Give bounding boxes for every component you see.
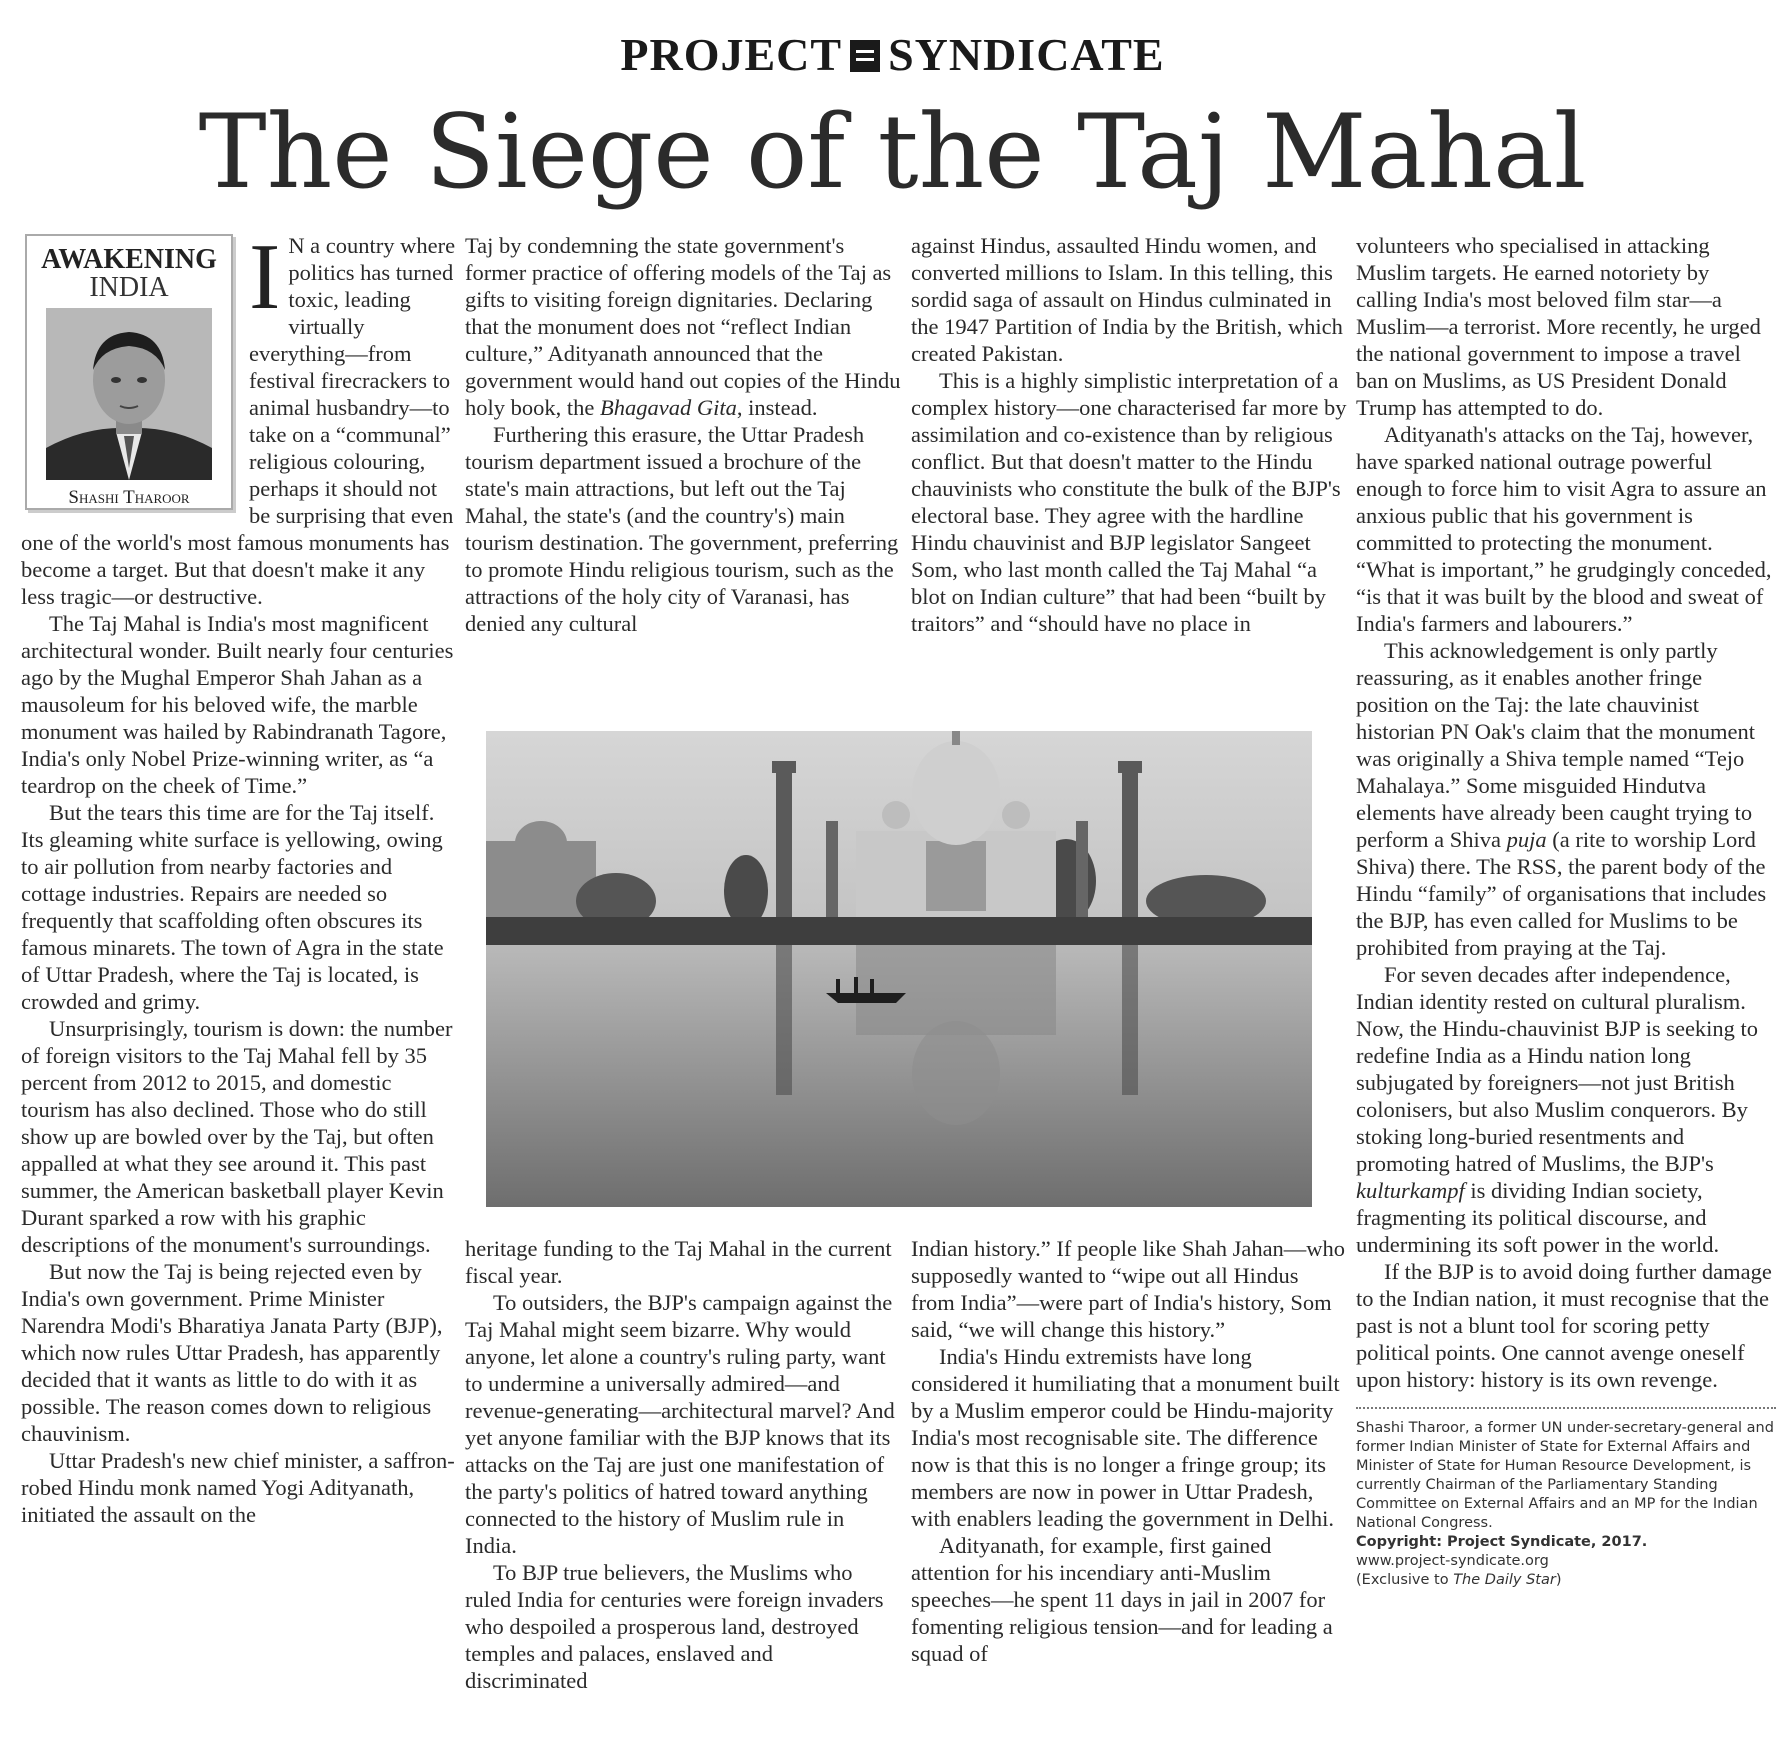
paragraph: volunteers who specialised in attacking Muslim targets. He earned notoriety by calling India's most beloved film star—a Muslim—a terrorist. More recently, he urged the national government to impose a travel ban on Muslims, as US President Donald Trump has attempted to do. [1356,233,1761,420]
website: www.project-syndicate.org [1356,1553,1549,1569]
emphasis: Bhagavad Gita [600,395,737,420]
emphasis: puja [1506,827,1547,852]
series-subtitle: INDIA [89,272,169,303]
paragraph: This is a highly simplistic interpretation of a complex history—one characterised far more by assimilation and co-existence than by religious conflict. But that doesn't matter to the Hindu chauvinists who constitute the bulk of the BJP's electoral base. They agree with the hardline Hindu chauvinist and BJP legislator Sangeet Som, who last month called the Taj Mahal “a blot on Indian culture” that had been “built by traitors” and “should have no place in [911,368,1347,636]
bio-text: Shashi Tharoor, a former UN under-secretary-general and former Indian Minister of State for External Affairs and Minister of State for Human Resource Development, is currently Chairman of the Parliamentary Standing Committee on External Affairs and an MP for the Indian National Congress. [1356,1420,1774,1531]
text-run: ) [1555,1572,1562,1588]
paragraph [1356,961,1776,1258]
paragraph [1356,637,1776,961]
paragraph: To outsiders, the BJP's campaign against the Taj Mahal might seem bizarre. Why would anyone, let alone a country's ruling party, want to undermine a universally admired—and revenue-generating—architectural marvel? And yet anyone familiar with the BJP knows that its attacks on the Taj are just one manifestation of the party's politics of hatred toward anything connected to the history of Muslim rule in India. [465,1290,895,1558]
book-icon [850,40,880,72]
column-3-bottom [911,1235,1347,1667]
author-name: Shashi Tharoor [68,487,190,508]
masthead-project: PROJECT [620,29,843,80]
copyright: Copyright: Project Syndicate, 2017. [1356,1534,1648,1550]
column-2-top [465,232,901,637]
text-run: For seven decades after independence, Indian identity rested on cultural pluralism. Now, the Hindu-chauvinist BJP is seeking to redefine India as a Hindu nation long subjugated by foreigners—not just British colonisers, but also Muslim conquerors. By stoking long-buried resentments and promoting hatred of Muslims, the BJP's [1356,962,1759,1176]
masthead-syndicate: SYNDICATE [888,29,1165,80]
byline-box [25,234,233,510]
drop-cap: I [249,225,281,329]
emphasis: The Daily Star [1453,1572,1556,1588]
column-1 [21,225,457,1528]
text-run: is dividing Indian society, fragmenting its political discourse, and undermining its soft power in the world. [1356,1178,1720,1257]
paragraph: Indian history.” If people like Shah Jahan—who supposedly wanted to “wipe out all Hindus from India”—were part of India's history, Som said, “we will change this history.” [911,1236,1346,1342]
paragraph [465,232,901,421]
taj-mahal-photo [486,731,1312,1207]
portrait-illustration [46,308,212,480]
paragraph: Unsurprisingly, tourism is down: the number of foreign visitors to the Taj Mahal fell by 35 percent from 2012 to 2015, and domestic tourism has also declined. Those who do still show up are bowled over by the Taj, but often appalled at what they see around it. This past summer, the American basketball player Kevin Durant sparked a row with his graphic descriptions of the monument's surroundings. [21,1016,453,1257]
paragraph: But the tears this time are for the Taj itself. Its gleaming white surface is yellowing, owing to air pollution from nearby factories and cottage industries. Repairs are needed so frequently that scaffolding often obscures its famous minarets. The town of Agra in the state of Uttar Pradesh, where the Taj is located, is crowded and grimy. [21,800,444,1014]
paragraph: heritage funding to the Taj Mahal in the current fiscal year. [465,1236,892,1288]
text-run: Taj by condemning the state government's former practice of offering models of the Taj as gifts to visiting foreign dignitaries. Declaring that the monument does not “reflect Indian culture,” Adityanath announced that the government would hand out copies of the Hindu holy book, the [465,233,901,420]
text-run: (Exclusive to [1356,1572,1454,1588]
paragraph: To BJP true believers, the Muslims who ruled India for centuries were foreign invaders who despoiled a prosperous land, destroyed temples and palaces, enslaved and discriminated [465,1560,884,1693]
author-portrait [46,308,212,480]
paragraph: Furthering this erasure, the Uttar Pradesh tourism department issued a brochure of the state's main attractions, but left out the Taj Mahal, the state's (and the country's) main tourism destination. The government, preferring to promote Hindu religious tourism, such as the attractions of the holy city of Varanasi, has denied any cultural [465,422,899,636]
taj-mahal-illustration [486,731,1312,1207]
text-run: (a rite to worship Lord Shiva) there. The RSS, the parent body of the Hindu “family” of organisations that includes the BJP, has even called for Muslims to be prohibited from praying at the Taj. [1356,827,1767,960]
paragraph: Uttar Pradesh's new chief minister, a saffron-robed Hindu monk named Yogi Adityanath, initiated the assault on the [21,1448,455,1527]
masthead [0,28,1785,81]
paragraph: N a country where politics has turned toxic, leading virtually everything—from festival firecrackers to animal husbandry—to take on a “communal” religious colouring, perhaps it should not be surprising that even one of the world's most famous monuments has become a target. But that doesn't make it any less tragic—or destructive. [21,233,456,609]
exclusive-note [1356,1571,1776,1590]
headline: The Siege of the Taj Mahal [198,93,1587,212]
paragraph: Adityanath, for example, first gained attention for his incendiary anti-Muslim speeches—he spent 11 days in jail in 2007 for fomenting religious tension—and for leading a squad of [911,1533,1333,1666]
column-3-top [911,232,1347,637]
paragraph: But now the Taj is being rejected even by India's own government. Prime Minister Narendra Modi's Bharatiya Janata Party (BJP), which now rules Uttar Pradesh, has apparently decided that it wants as little to do with it as possible. The reason comes down to religious chauvinism. [21,1259,443,1446]
author-bio [1356,1407,1776,1590]
column-2-bottom [465,1235,901,1694]
paragraph: India's Hindu extremists have long considered it humiliating that a monument built by a Muslim emperor could be Hindu-majority India's most recognisable site. The difference now is that this is no longer a fringe group; its members are now in power in Uttar Pradesh, with enablers leading the government in Delhi. [911,1344,1340,1531]
text-run: This acknowledgement is only partly reassuring, as it enables another fringe position on the Taj: the late chauvinist historian PN Oak's claim that the monument was originally a Shiva temple named “Tejo Mahalaya.” Some misguided Hindutva elements have already been caught trying to perform a Shiva [1356,638,1755,852]
text-run: , instead. [736,395,818,420]
series-title: AWAKENING [41,244,217,275]
paragraph: The Taj Mahal is India's most magnificent architectural wonder. Built nearly four centuries ago by the Mughal Emperor Shah Jahan as a mausoleum for his beloved wife, the marble monument was hailed by Rabindranath Tagore, India's only Nobel Prize-winning writer, as “a teardrop on the cheek of Time.” [21,611,454,798]
emphasis: kulturkampf [1356,1178,1465,1203]
paragraph: against Hindus, assaulted Hindu women, and converted millions to Islam. In this telling, this sordid saga of assault on Hindus culminated in the 1947 Partition of India by the British, which created Pakistan. [911,233,1343,366]
column-4 [1356,232,1776,1590]
paragraph: If the BJP is to avoid doing further damage to the Indian nation, it must recognise that the past is not a blunt tool for scoring petty political points. One cannot avenge oneself upon history: history is its own revenge. [1356,1259,1772,1392]
paragraph: Adityanath's attacks on the Taj, however, have sparked national outrage powerful enough to force him to visit Agra to assure an anxious public that his government is committed to protecting the monument. “What is important,” he grudgingly conceded, “is that it was built by the blood and sweat of India's farmers and labourers.” [1356,422,1772,636]
